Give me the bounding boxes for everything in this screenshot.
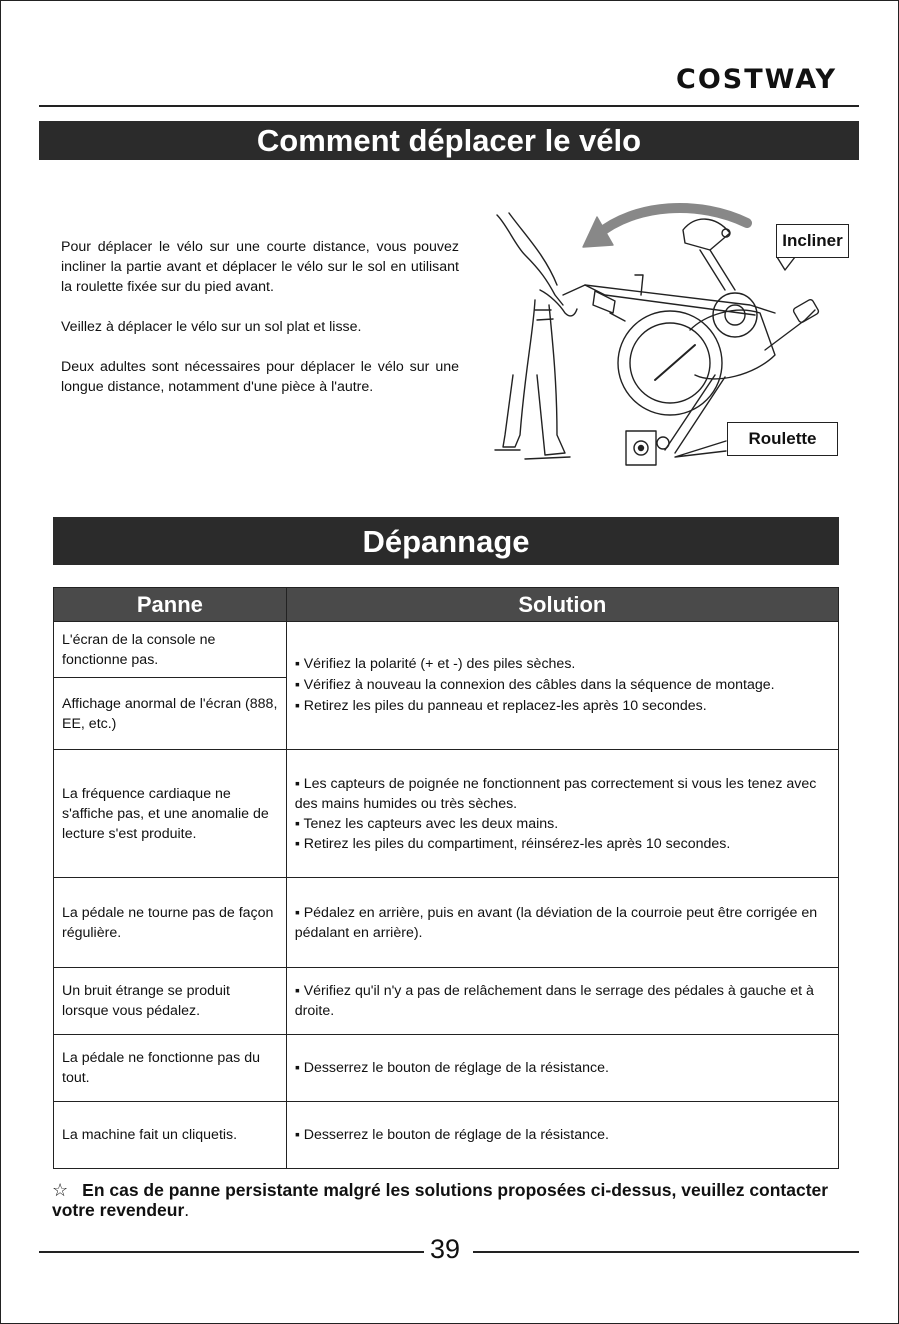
problem-cell: L'écran de la console ne fonctionne pas. [54,622,287,678]
solution-item: ▪ Tenez les capteurs avec les deux mains. [294,815,559,832]
solution-item: ▪ Retirez les piles du compartiment, réinsérez-les après 10 secondes. [294,835,731,852]
solution-cell [286,968,838,1035]
incline-label: Incliner [776,224,849,258]
header-solution: Solution [286,588,838,622]
table-row [54,878,839,968]
solution-item: ▪ Les capteurs de poignée ne fonctionnent pas correctement si vous les tenez avec des mains humides ou très sèches. [294,775,817,812]
star-icon: ☆ [52,1180,69,1200]
dealer-note [52,1180,832,1220]
problem-cell: La pédale ne tourne pas de façon régulière. [54,878,287,968]
solution-cell [286,622,838,750]
problem-cell: La fréquence cardiaque ne s'affiche pas, et une anomalie de lecture s'est produite. [54,750,287,878]
solution-item: ▪ Retirez les piles du panneau et replacez-les après 10 secondes. [294,698,707,714]
problem-cell: Affichage anormal de l'écran (888, EE, etc.) [54,678,287,750]
footer-rule-left [39,1251,424,1253]
table-row [54,622,839,678]
solution-cell [286,1035,838,1102]
solution-item: ▪ Vérifiez qu'il n'y a pas de relâchement dans le serrage des pédales à gauche et à droite. [294,983,814,1019]
note-period: . [184,1200,190,1220]
table-row [54,750,839,878]
table-row [54,1035,839,1102]
table-row [54,968,839,1035]
problem-cell: La machine fait un cliquetis. [54,1102,287,1169]
header-rule [39,105,859,107]
table-row [54,1102,839,1169]
troubleshooting-table [53,587,839,1169]
section-title-move: Comment déplacer le vélo [39,121,859,160]
brand-logo: COSTWAY [676,64,838,95]
note-text: En cas de panne persistante malgré les solutions proposées ci-dessus, veuillez contacter votre revendeur [52,1180,829,1220]
solution-item: ▪ Vérifiez à nouveau la connexion des câbles dans la séquence de montage. [294,677,775,693]
solution-cell [286,750,838,878]
solution-cell [286,1102,838,1169]
solution-item: ▪ Desserrez le bouton de réglage de la résistance. [294,1127,609,1143]
table-header-row [54,588,839,622]
solution-item: ▪ Vérifiez la polarité (+ et -) des piles sèches. [294,656,576,672]
page-number: 39 [430,1234,461,1264]
paragraph-long-distance: Deux adultes sont nécessaires pour déplacer le vélo sur une longue distance, notamment d'une pièce à l'autre. [61,359,459,395]
problem-cell: Un bruit étrange se produit lorsque vous pédalez. [54,968,287,1035]
solution-item: ▪ Pédalez en arrière, puis en avant (la déviation de la courroie peut être corrigée en pédalant en arrière). [294,904,818,941]
wheel-label: Roulette [727,422,838,456]
header-problem: Panne [54,588,287,622]
footer-rule-right [473,1251,859,1253]
paragraph-flat-floor: Veillez à déplacer le vélo sur un sol plat et lisse. [61,319,362,335]
problem-cell: La pédale ne fonctionne pas du tout. [54,1035,287,1102]
solution-item: ▪ Desserrez le bouton de réglage de la résistance. [294,1060,609,1076]
paragraph-short-distance: Pour déplacer le vélo sur une courte distance, vous pouvez incliner la partie avant et déplacer le vélo sur le sol en utilisant la roulette fixée sur du pied avant. [61,239,459,295]
solution-cell [286,878,838,968]
section-title-troubleshooting: Dépannage [53,517,839,565]
